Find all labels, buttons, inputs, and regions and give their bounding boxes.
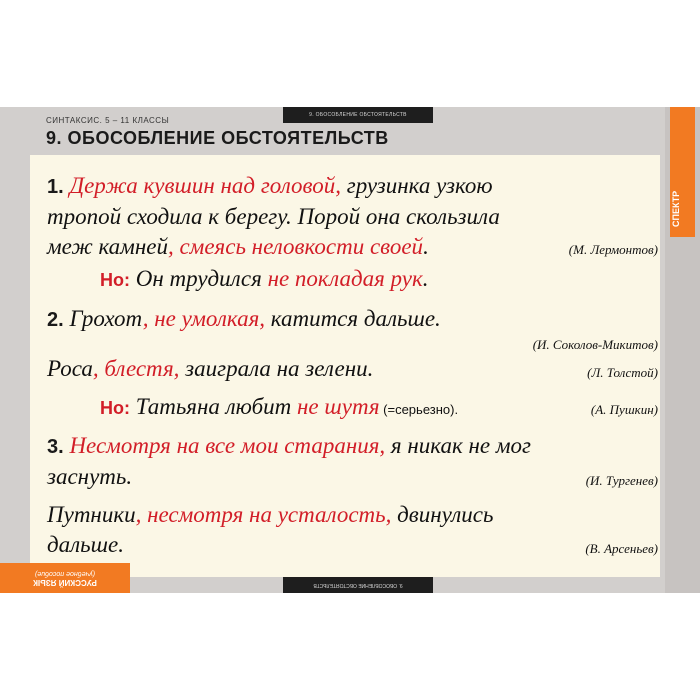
text: Грохот bbox=[69, 306, 143, 331]
highlight: , смеясь неловкости своей bbox=[167, 234, 424, 259]
text: меж камней bbox=[47, 234, 168, 259]
side-label-note: (учебное пособие) bbox=[34, 570, 96, 578]
text: грузинка узкою bbox=[340, 173, 493, 198]
text: Он трудился bbox=[130, 266, 268, 291]
poster bbox=[0, 107, 700, 593]
highlight: Держа кувшин над головой, bbox=[69, 173, 341, 198]
text: двинулись bbox=[391, 502, 494, 527]
top-bar: 9. ОБОСОБЛЕНИЕ ОБСТОЯТЕЛЬСТВ bbox=[283, 107, 433, 123]
publisher-logo bbox=[670, 107, 695, 237]
side-label bbox=[0, 563, 130, 593]
author: (А. Пушкин) bbox=[590, 402, 658, 417]
text: Роса bbox=[47, 356, 93, 381]
counter-example-1 bbox=[100, 267, 700, 290]
logo-text: СПЕКТР bbox=[671, 190, 681, 227]
example-1-line-2: тропой сходила к берегу. Порой она скользила bbox=[47, 204, 500, 229]
text: . bbox=[423, 234, 429, 259]
page-subtitle: СИНТАКСИС. 5 – 11 КЛАССЫ bbox=[46, 116, 170, 125]
highlight: , блестя, bbox=[92, 356, 180, 381]
text: . bbox=[422, 266, 429, 291]
but-label: Но: bbox=[100, 270, 130, 290]
author: (Л. Толстой) bbox=[587, 365, 658, 380]
text: Татьяна любит bbox=[130, 394, 298, 419]
example-3-line-4: дальше. bbox=[47, 532, 124, 557]
highlight: , несмотря на усталость, bbox=[135, 502, 392, 527]
highlight: не шутя bbox=[297, 394, 380, 419]
side-label-title: РУССКИЙ ЯЗЫК bbox=[33, 578, 97, 588]
highlight: не покладая рук bbox=[267, 266, 423, 291]
section-number: 1. bbox=[47, 176, 64, 198]
example-1-line-1 bbox=[47, 174, 662, 197]
page-title: 9. ОБОСОБЛЕНИЕ ОБСТОЯТЕЛЬСТВ bbox=[46, 128, 389, 148]
section-number: 2. bbox=[47, 309, 64, 331]
example-2-line-2 bbox=[47, 357, 662, 380]
author: (В. Арсеньев) bbox=[585, 541, 658, 556]
but-label: Но: bbox=[100, 398, 130, 418]
example-3-line-3 bbox=[47, 503, 662, 526]
highlight: , не умолкая, bbox=[142, 306, 266, 331]
author: (И. Соколов-Микитов) bbox=[532, 337, 658, 352]
example-3-line-1 bbox=[47, 434, 662, 457]
note: (=серьезно). bbox=[379, 402, 459, 417]
text: заиграла на зелени. bbox=[179, 356, 374, 381]
text: Путники bbox=[47, 502, 136, 527]
bottom-bar: 9. ОБОСОБЛЕНИЕ ОБСТОЯТЕЛЬСТВ bbox=[283, 577, 433, 593]
author: (И. Тургенев) bbox=[585, 473, 658, 488]
example-2-line-1 bbox=[47, 307, 662, 330]
example-3-line-2: заснуть. bbox=[47, 464, 133, 489]
text: я никак не мог bbox=[385, 433, 531, 458]
section-number: 3. bbox=[47, 436, 64, 458]
author: (М. Лермонтов) bbox=[568, 242, 658, 257]
highlight: Несмотря на все мои старания, bbox=[69, 433, 386, 458]
text: катится дальше. bbox=[265, 306, 441, 331]
